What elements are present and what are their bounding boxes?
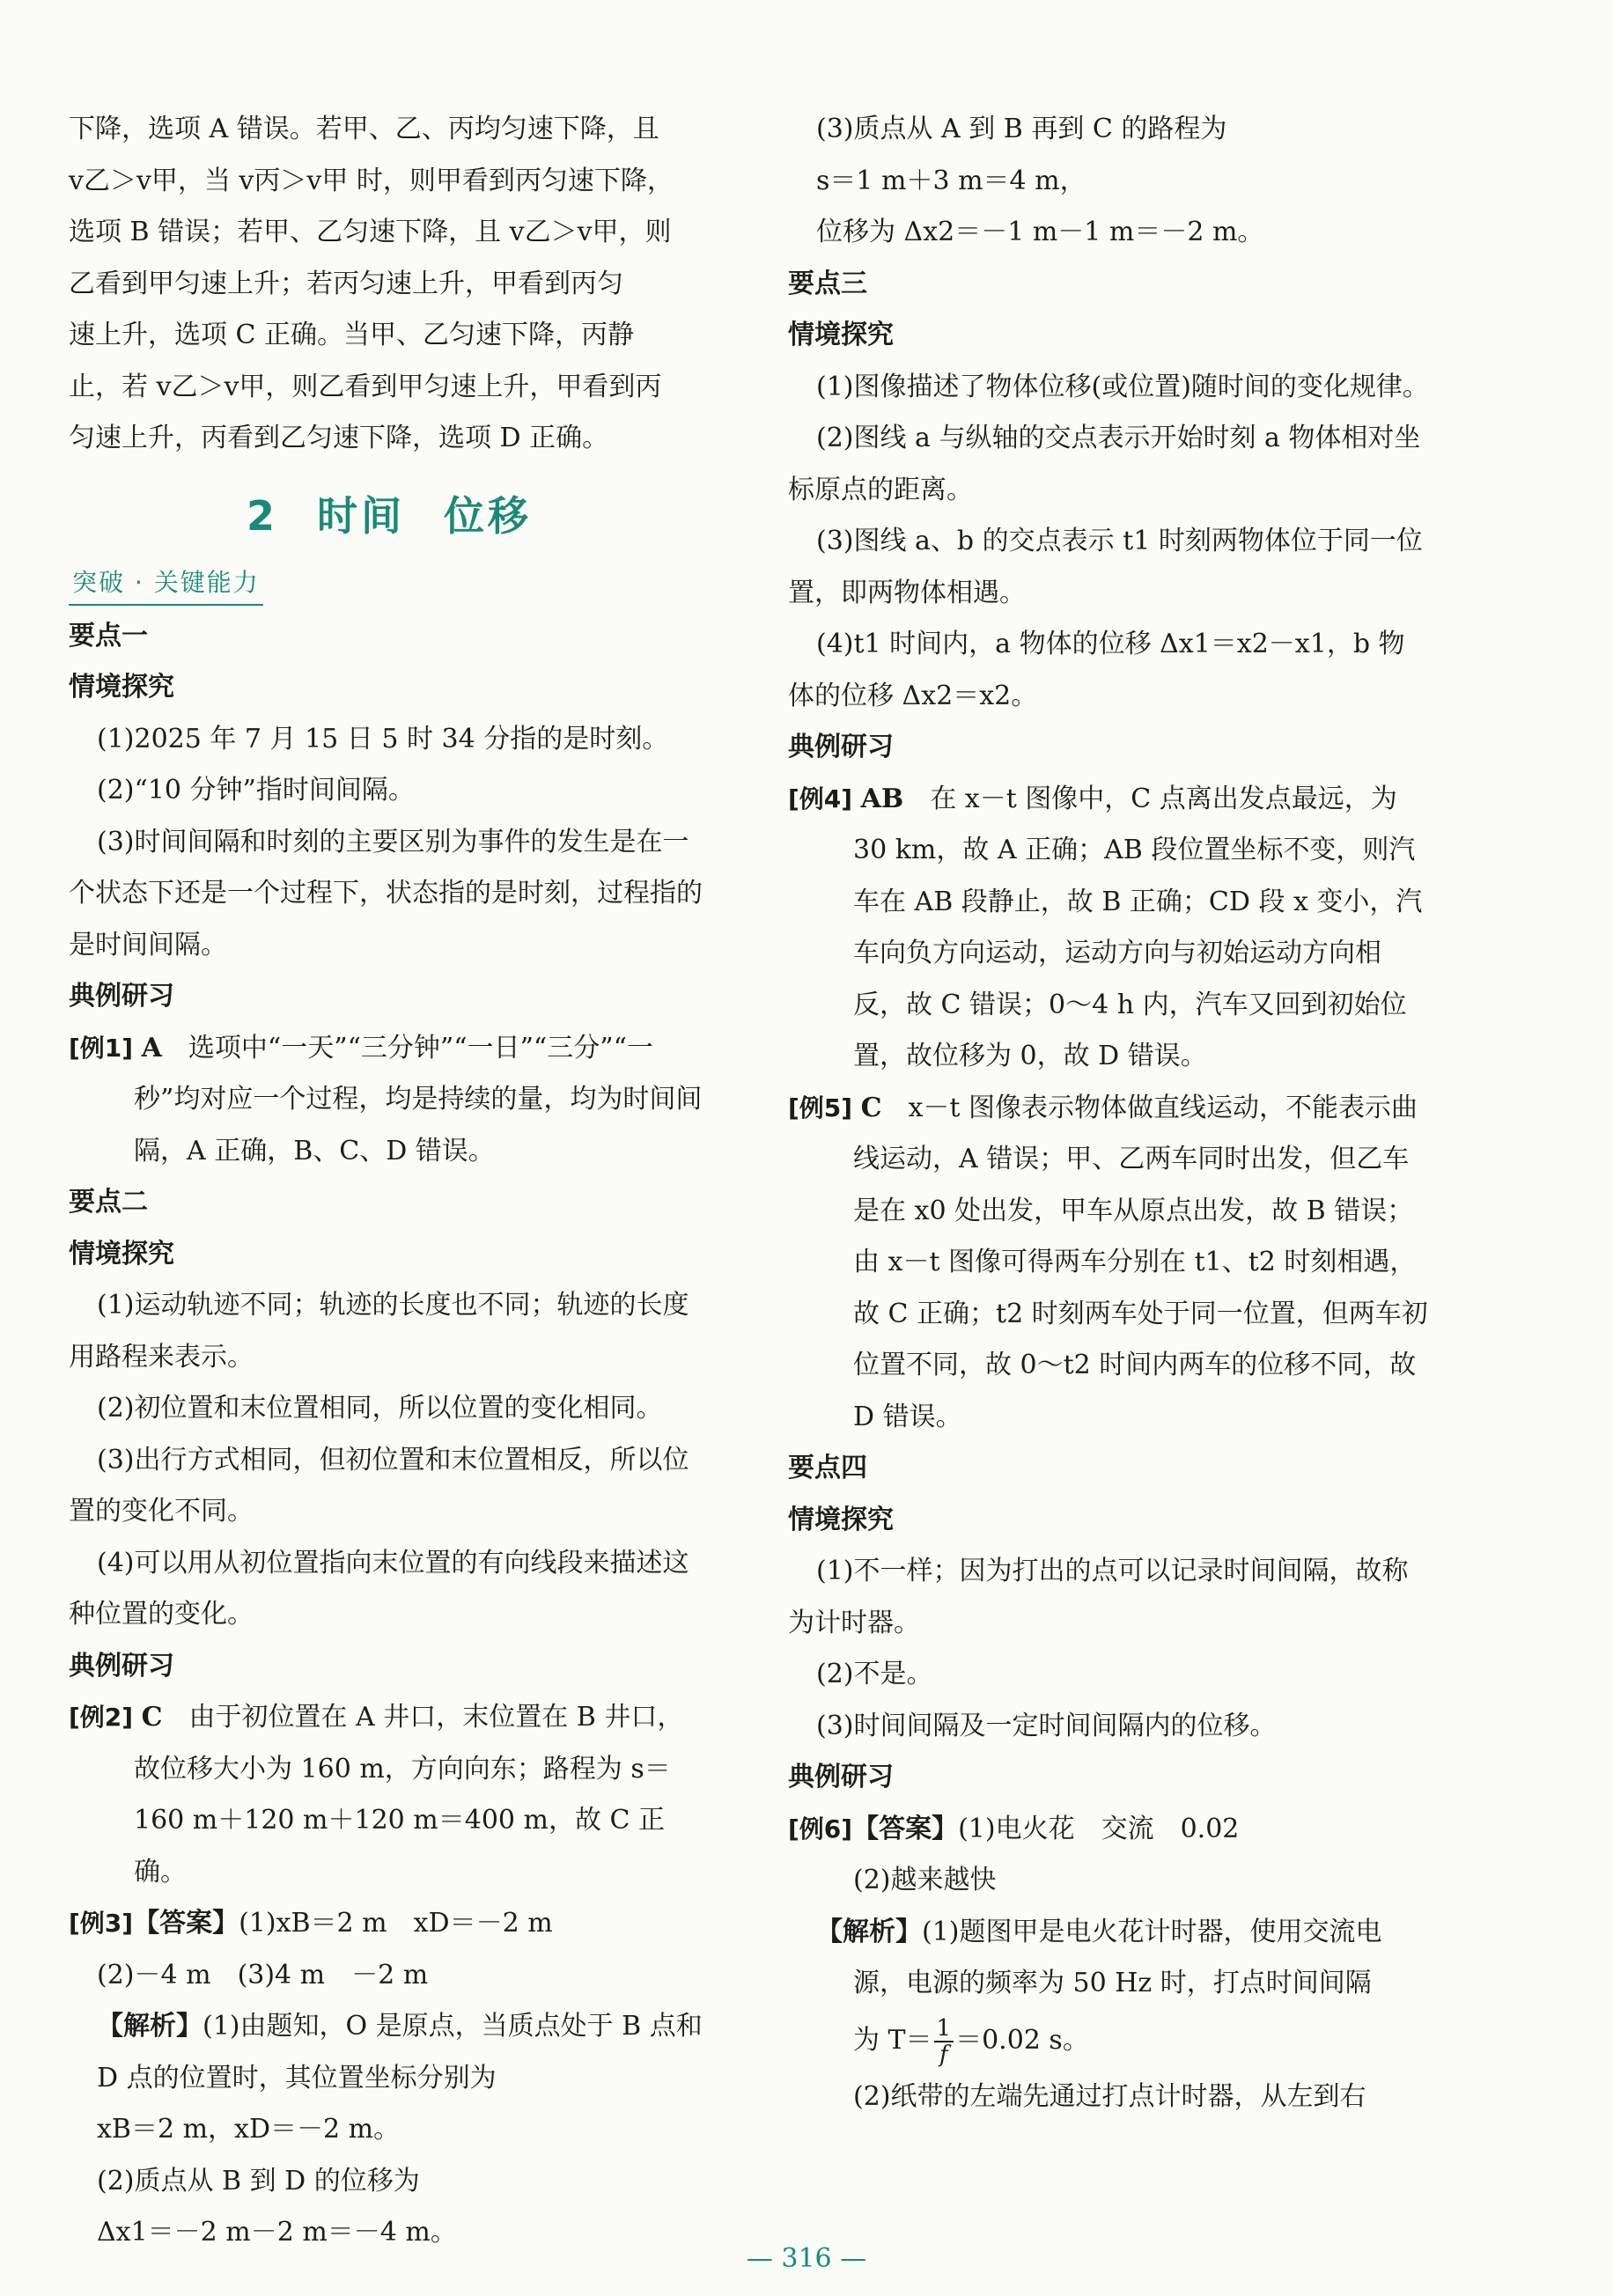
example-5 (788, 1083, 1429, 1444)
example-answer: C (860, 1092, 882, 1123)
example-6 (788, 1804, 1429, 1856)
example-text: x－t 图像表示物体做直线运动，不能表示曲线运动，A 错误；甲、乙两车同时出发，但乙车是在 x0 处出发，甲车从原点出发，故 B 错误；由 x－t 图像可得两车分别在 t1、t2 时刻相遇，故 C 正确；t2 时刻两车处于同一位置，但两车初位置不同，故 0～t2 时间内两车的位移不同，故 D 错误。 (853, 1092, 1428, 1432)
answer-line: (2)－4 m (3)4 m －2 m (97, 1959, 429, 1991)
answer-label: 【答案】 (133, 1908, 239, 1939)
section-banner: 突破 · 关键能力 (69, 563, 263, 606)
solution-line: (3)质点从 A 到 B 再到 C 的路程为 (816, 114, 1227, 144)
sub-heading: 典例研习 (788, 1762, 894, 1792)
solution-label: 【解析】 (97, 2011, 203, 2042)
intro-line: 止，若 v乙＞v甲，则乙看到甲匀速上升，甲看到丙 (69, 371, 662, 402)
list-item: (2)“10 分钟”指时间间隔。 (97, 775, 415, 806)
example-text: 选项中“一天”“三分钟”“一日”“三分”“一秒”均对应一个过程，均是持续的量，均为时间间隔，A 正确，B、C、D 错误。 (134, 1032, 703, 1166)
example-answer: C (141, 1702, 163, 1733)
intro-line: v乙＞v甲，当 v丙＞v甲 时，则甲看到丙匀速下降， (69, 165, 674, 196)
intro-line: 速上升，选项 C 正确。当甲、乙匀速下降，丙静 (69, 320, 635, 350)
example-tag: [例4] (788, 784, 853, 813)
fraction (934, 2016, 954, 2067)
list-item: (2)初位置和末位置相同，所以位置的变化相同。 (97, 1393, 663, 1424)
example-tag: [例6] (788, 1814, 853, 1843)
list-item: (3)出行方式相同，但初位置和末位置相反，所以位置的变化不同。 (69, 1444, 689, 1527)
solution-line: 位移为 Δx2＝－1 m－1 m＝－2 m。 (816, 217, 1264, 247)
point-heading: 要点二 (69, 1187, 148, 1218)
page-number: — 316 — (746, 2243, 867, 2274)
example-tag: [例5] (788, 1093, 853, 1122)
point-heading: 要点三 (788, 268, 867, 299)
intro-line: 下降，选项 A 错误。若甲、乙、丙均匀速下降，且 (69, 114, 659, 144)
solution-line: s＝1 m＋3 m＝4 m， (816, 165, 1086, 196)
solution-text: (1)题图甲是电火花计时器，使用交流电源，电源的频率为 50 Hz 时，打点时间间隔 (853, 1916, 1382, 1998)
chapter-number: 2 (246, 491, 278, 540)
list-item: (1)运动轨迹不同；轨迹的长度也不同；轨迹的长度用路程来表示。 (69, 1290, 689, 1372)
list-item: (1)图像描述了物体位移(或位置)随时间的变化规律。 (816, 371, 1429, 402)
fraction-numerator: 1 (934, 2016, 954, 2042)
example-4 (788, 774, 1429, 1083)
chapter-title-a: 时间 (317, 491, 405, 540)
list-item: (3)图线 a、b 的交点表示 t1 时刻两物体位于同一位置，即两物体相遇。 (788, 526, 1423, 608)
example-tag: [例3] (69, 1909, 134, 1938)
point-heading: 要点一 (69, 620, 148, 651)
left-column (69, 104, 710, 2259)
list-item: (2)图线 a 与纵轴的交点表示开始时刻 a 物体相对坐标原点的距离。 (788, 423, 1421, 505)
solution-line: (2)纸带的左端先通过打点计时器，从左到右 (853, 2080, 1366, 2112)
sub-heading: 情境探究 (69, 672, 174, 703)
chapter-title-b: 位移 (444, 491, 532, 540)
list-item: (1)不一样；因为打出的点可以记录时间间隔，故称为计时器。 (788, 1556, 1409, 1638)
answer-line: (1)电火花 交流 0.02 (958, 1813, 1240, 1844)
point-heading: 要点四 (788, 1453, 867, 1483)
answer-line: (1)xB＝2 m xD＝－2 m (239, 1908, 553, 1939)
list-item: (3)时间间隔及一定时间间隔内的位移。 (816, 1710, 1277, 1741)
formula-suffix: ＝0.02 s。 (955, 2024, 1089, 2056)
example-answer: AB (860, 783, 904, 814)
example-answer: A (141, 1032, 162, 1063)
example-text: 由于初位置在 A 井口，末位置在 B 井口，故位移大小为 160 m，方向向东；路程为 s＝160 m＋120 m＋120 m＝400 m，故 C 正确。 (134, 1702, 684, 1888)
solution-line (788, 1907, 1429, 2010)
solution-line: Δx1＝－2 m－2 m＝－4 m。 (97, 2217, 457, 2248)
example-tag: [例2] (69, 1703, 134, 1732)
sub-heading: 典例研习 (69, 981, 174, 1012)
example-1 (69, 1023, 710, 1178)
sub-heading: 典例研习 (69, 1650, 174, 1682)
list-item: (1)2025 年 7 月 15 日 5 时 34 分指的是时刻。 (97, 723, 669, 754)
list-item: (4)可以用从初位置指向末位置的有向线段来描述这种位置的变化。 (69, 1547, 689, 1630)
formula-prefix: 为 T＝ (853, 2024, 932, 2056)
solution-text: (1)由题知，O 是原点，当质点处于 B 点和 D 点的位置时，其位置坐标分别为 (97, 2011, 703, 2094)
sub-heading: 典例研习 (788, 732, 894, 762)
example-3 (69, 1898, 710, 1950)
intro-line: 选项 B 错误；若甲、乙匀速下降，且 v乙＞v甲，则 (69, 217, 672, 247)
right-column (788, 104, 1429, 2123)
sub-heading: 情境探究 (788, 320, 894, 350)
intro-line: 乙看到甲匀速上升；若丙匀速上升，甲看到丙匀 (69, 268, 623, 299)
solution-line (69, 2001, 710, 2104)
list-item: (4)t1 时间内，a 物体的位移 Δx1＝x2－x1，b 物体的位移 Δx2＝x2。 (788, 629, 1405, 711)
example-text: 在 x－t 图像中，C 点离出发点最远，为 30 km，故 A 正确；AB 段位置坐标不变，则汽车在 AB 段静止，故 B 正确；CD 段 x 变小，汽车向负方向运动，运动方向与初始运动方向相反，故 C 错误；0～4 h 内，汽车又回到初始位置，故位移为 0，故 D 错误。 (853, 783, 1423, 1071)
answer-line: (2)越来越快 (853, 1865, 997, 1895)
solution-label: 【解析】 (816, 1916, 922, 1947)
list-item: (3)时间间隔和时刻的主要区别为事件的发生是在一个状态下还是一个过程下，状态指的是时刻，过程指的是时间间隔。 (69, 826, 703, 960)
sub-heading: 情境探究 (788, 1504, 894, 1535)
list-item: (2)不是。 (816, 1659, 933, 1689)
solution-line: (2)质点从 B 到 D 的位移为 (97, 2165, 420, 2197)
chapter-title (69, 484, 710, 542)
intro-line: 匀速上升，丙看到乙匀速下降，选项 D 正确。 (69, 423, 609, 453)
fraction-denominator: f (939, 2041, 948, 2068)
formula-line (788, 2010, 1429, 2072)
solution-line: xB＝2 m，xD＝－2 m。 (97, 2114, 401, 2145)
example-tag: [例1] (69, 1033, 134, 1063)
example-2 (69, 1692, 710, 1898)
answer-label: 【答案】 (852, 1813, 959, 1844)
sub-heading: 情境探究 (69, 1238, 174, 1269)
